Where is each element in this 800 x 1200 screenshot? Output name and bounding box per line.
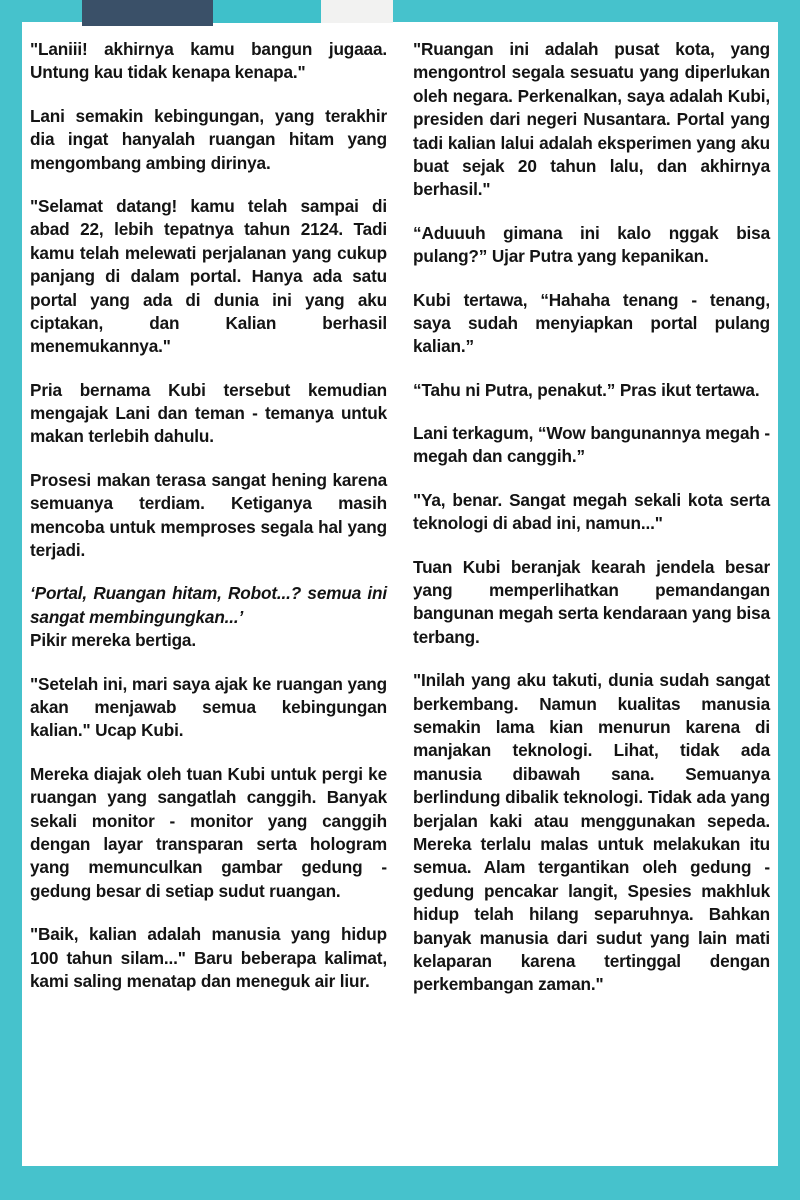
top-bar-strip-gray [321,0,393,23]
left-column [30,38,387,1158]
thought-attribution: Pikir mereka bertiga. [30,630,196,651]
paragraph: "Ruangan ini adalah pusat kota, yang mengontrol segala sesuatu yang diperlukan oleh negara. Perkenalkan, saya adalah Kubi, presiden dari negeri Nusantara. Portal yang tadi kalian lalui adalah eksperimen yang aku buat sejak 20 tahun lalu, dan akhirnya berhasil." [413,39,770,200]
paragraph: Lani semakin kebingungan, yang terakhir dia ingat hanyalah ruangan hitam yang mengombang ambing dirinya. [30,105,387,173]
thought-quote: ‘Portal, Ruangan hitam, Robot...? semua ini sangat membingungkan...’ [30,583,387,627]
top-bar-strip-teal-right [393,0,800,22]
paragraph: "Selamat datang! kamu telah sampai di abad 22, lebih tepatnya tahun 2124. Tadi kamu telah melewati perjalanan yang cukup panjang di dalam portal. Hanya ada satu portal yang ada di dunia ini yang aku ciptakan, dan Kalian berhasil menemukannya." [30,195,387,357]
content-card [22,22,778,1166]
top-bar-strip-teal-left [0,0,44,22]
paragraph: "Setelah ini, mari saya ajak ke ruangan yang akan menjawab semua kebingungan kalian." Ucap Kubi. [30,673,387,741]
top-bar-strip-navy [82,0,213,26]
decorative-top-bar [0,0,800,26]
paragraph: “Tahu ni Putra, penakut.” Pras ikut tertawa. [413,379,760,400]
right-column [413,38,770,1158]
text-columns [30,38,770,1158]
paragraph: Mereka diajak oleh tuan Kubi untuk pergi ke ruangan yang sangatlah canggih. Banyak sekali monitor - monitor yang canggih dengan layar transparan serta hologram yang memunculkan gambar gedung - gedung besar di setiap sudut ruangan. [30,763,387,901]
paragraph: “Aduuuh gimana ini kalo nggak bisa pulang?” Ujar Putra yang kepanikan. [413,222,770,267]
paragraph: "Laniii! akhirnya kamu bangun jugaaa. Untung kau tidak kenapa kenapa." [30,39,387,83]
paragraph: Tuan Kubi beranjak kearah jendela besar yang memperlihatkan pemandangan bangunan megah serta kendaraan yang bisa terbang. [413,556,770,647]
paragraph: Kubi tertawa, “Hahaha tenang - tenang, saya sudah menyiapkan portal pulang kalian.” [413,289,770,357]
paragraph: Pria bernama Kubi tersebut kemudian mengajak Lani dan teman - temanya untuk makan terlebih dahulu. [30,379,387,447]
paragraph: "Baik, kalian adalah manusia yang hidup 100 tahun silam..." Baru beberapa kalimat, kami saling menatap dan meneguk air liur. [30,924,387,991]
paragraph: Lani terkagum, “Wow bangunannya megah - megah dan canggih.” [413,423,770,467]
paragraph: "Inilah yang aku takuti, dunia sudah sangat berkembang. Namun kualitas manusia semakin lama kian menurun karena di manjakan teknologi. Lihat, tidak ada manusia dibawah sana. Semuanya berlindung dibalik teknologi. Tidak ada yang berjalan kaki atau menggunakan sepeda. Mereka terlalu malas untuk melakukan itu semua. Alam tergantikan oleh gedung - gedung pencakar langit, Spesies makhluk hidup telah hilang separuhnya. Bahkan banyak manusia dari sudut yang lain mati kelaparan karena tertinggal dengan perkembangan zaman." [413,670,770,995]
paragraph-thought [30,582,387,652]
paragraph: Prosesi makan terasa sangat hening karena semuanya terdiam. Ketiganya masih mencoba untuk memproses segala hal yang terjadi. [30,469,387,561]
top-bar-strip-teal-mid [213,0,321,23]
paragraph: "Ya, benar. Sangat megah sekali kota serta teknologi di abad ini, namun..." [413,489,770,534]
